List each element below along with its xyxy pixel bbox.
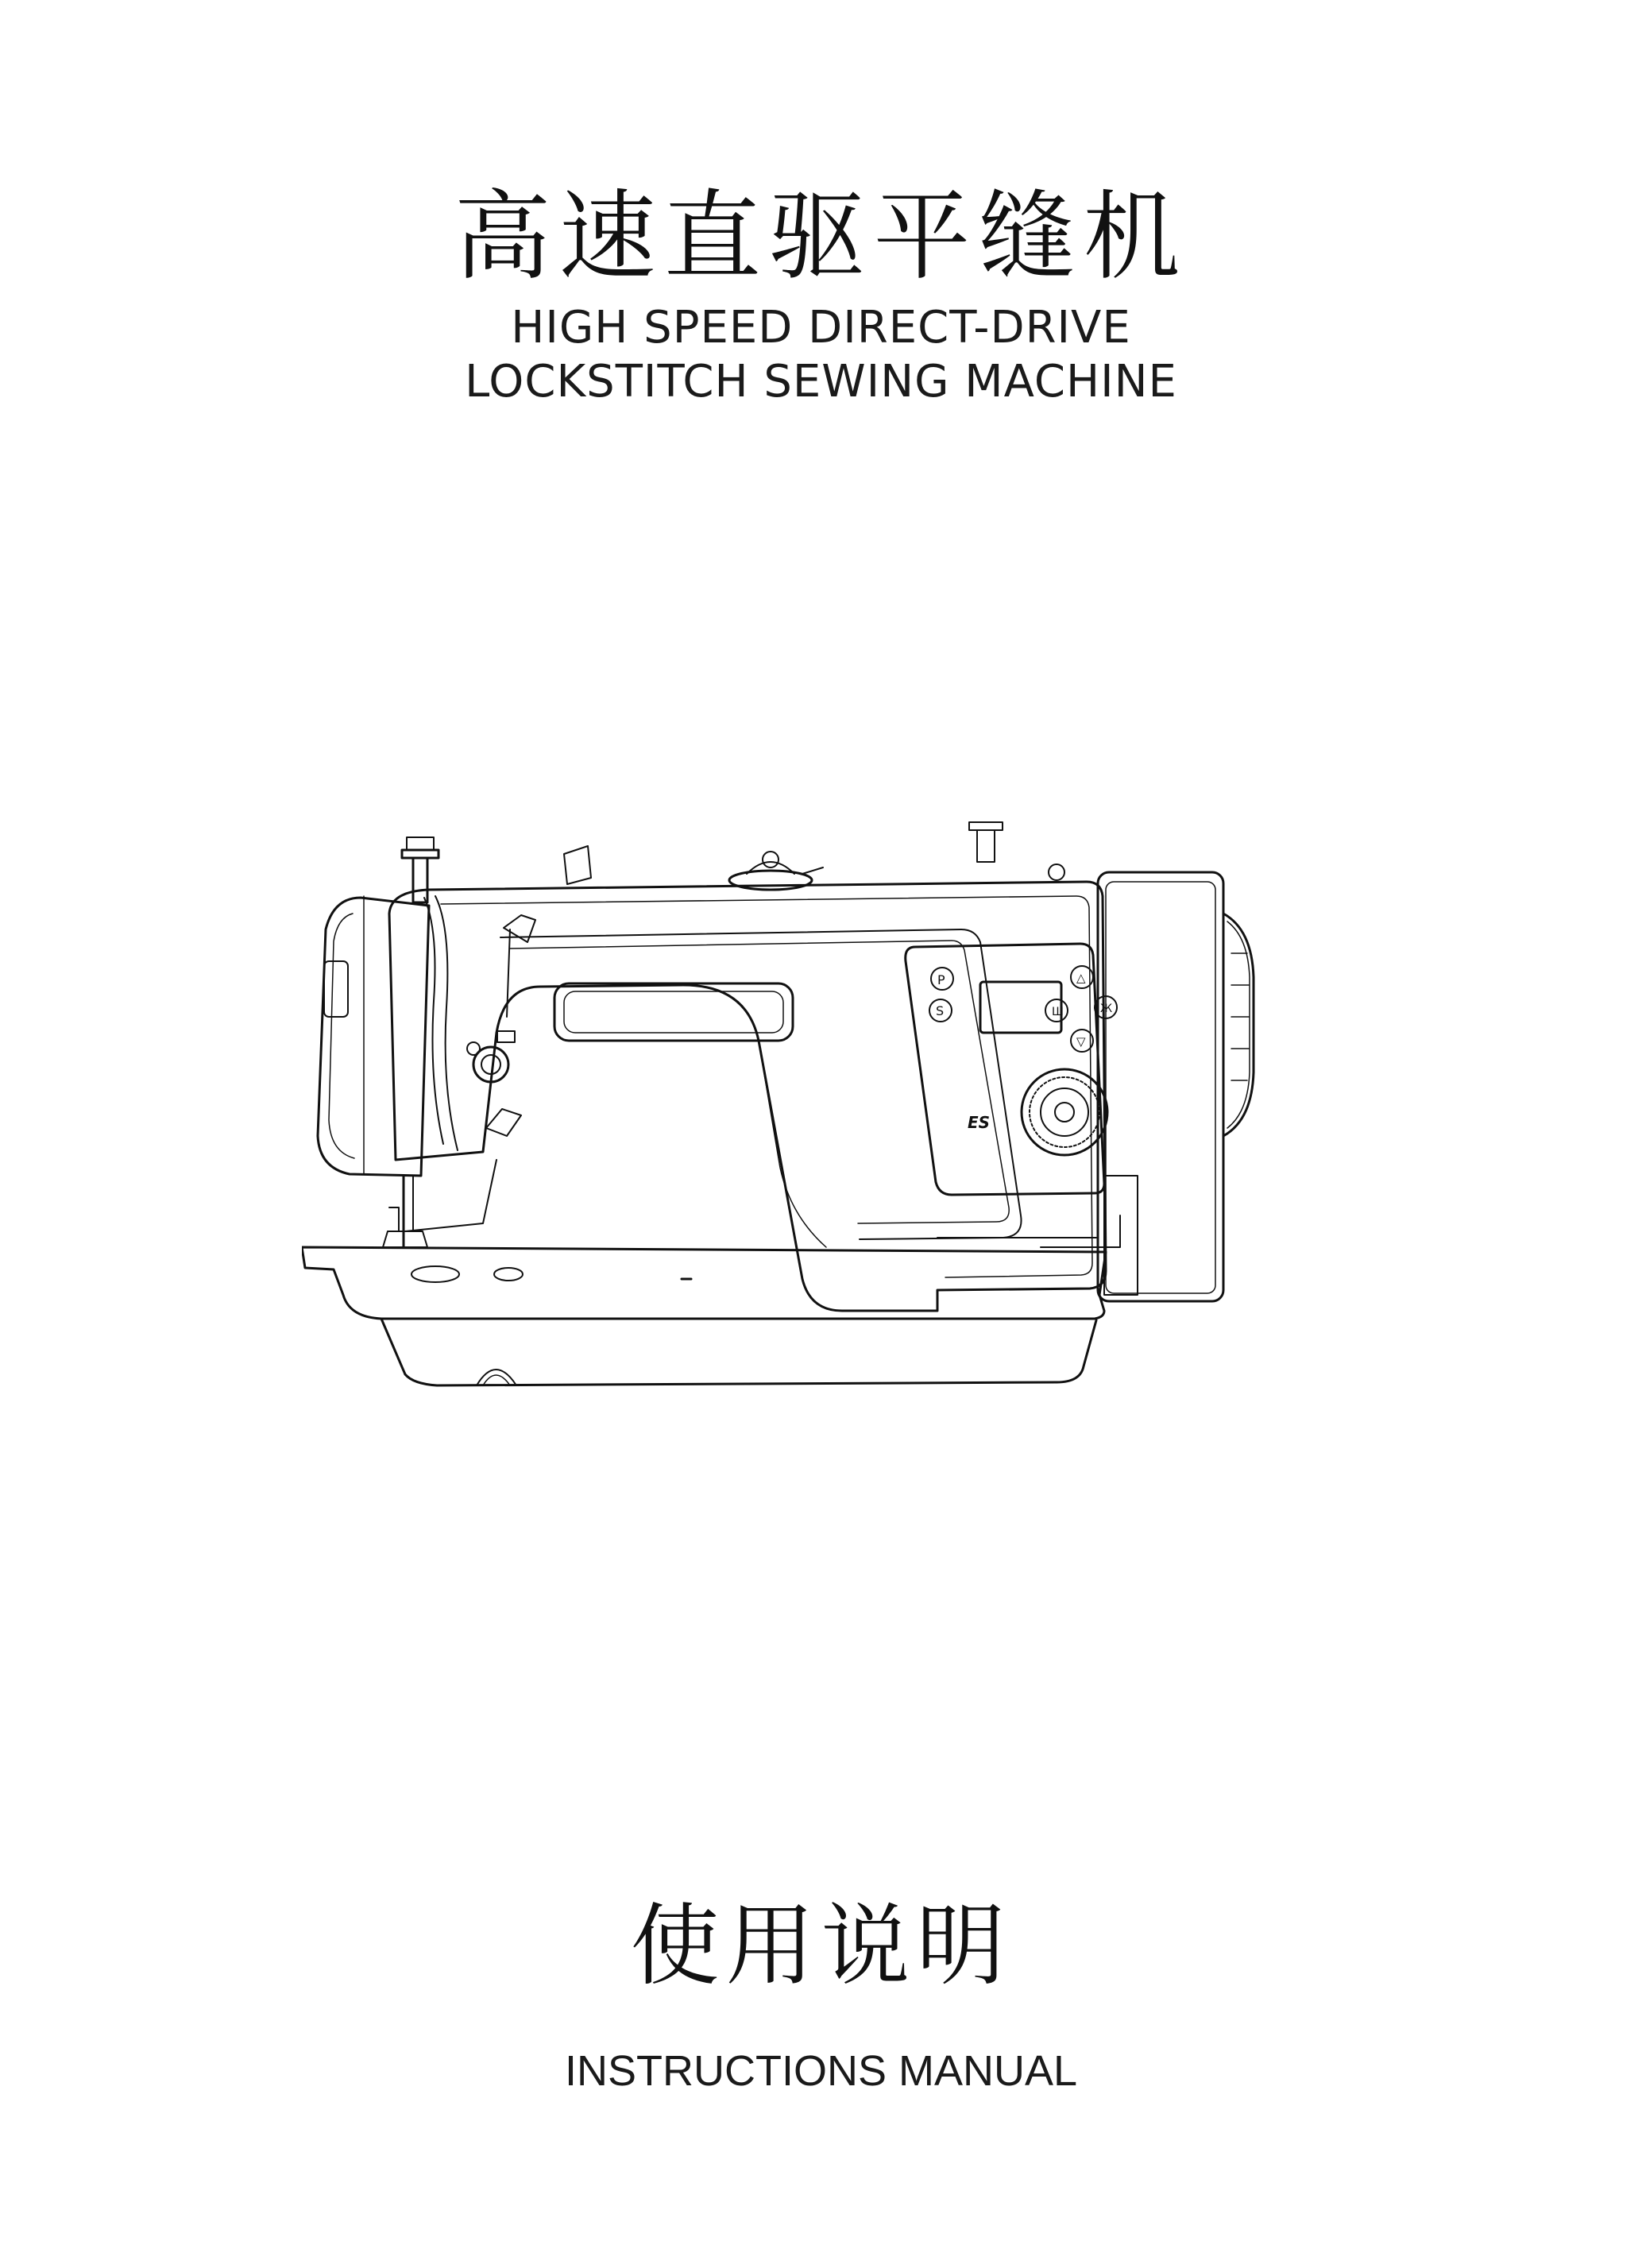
svg-text:Ш: Ш	[1052, 1006, 1064, 1018]
svg-text:S: S	[936, 1003, 945, 1018]
svg-text:Ж: Ж	[1100, 1003, 1113, 1015]
cover-title-chinese: 高速直驱平缝机	[454, 180, 1188, 293]
manual-subtitle-english: INSTRUCTIONS MANUAL	[564, 2047, 1078, 2095]
sewing-machine-illustration	[302, 802, 1398, 1454]
manual-subtitle-chinese: 使用说明	[630, 1895, 1012, 1998]
cover-title-english-line-1: HIGH SPEED DIRECT-DRIVE	[511, 302, 1131, 354]
machine-bed	[302, 1215, 1120, 1385]
control-panel	[906, 944, 1117, 1195]
svg-text:▽: ▽	[1076, 1034, 1086, 1049]
thread-tension-icon	[729, 822, 1064, 890]
svg-text:ES: ES	[968, 1113, 991, 1132]
needle-presser-foot-icon	[383, 1176, 427, 1247]
svg-text:P: P	[937, 972, 945, 987]
cover-title-english-line-2: LOCKSTITCH SEWING MACHINE	[465, 356, 1177, 408]
motor-icon	[1098, 872, 1254, 1301]
svg-text:△: △	[1076, 971, 1086, 985]
